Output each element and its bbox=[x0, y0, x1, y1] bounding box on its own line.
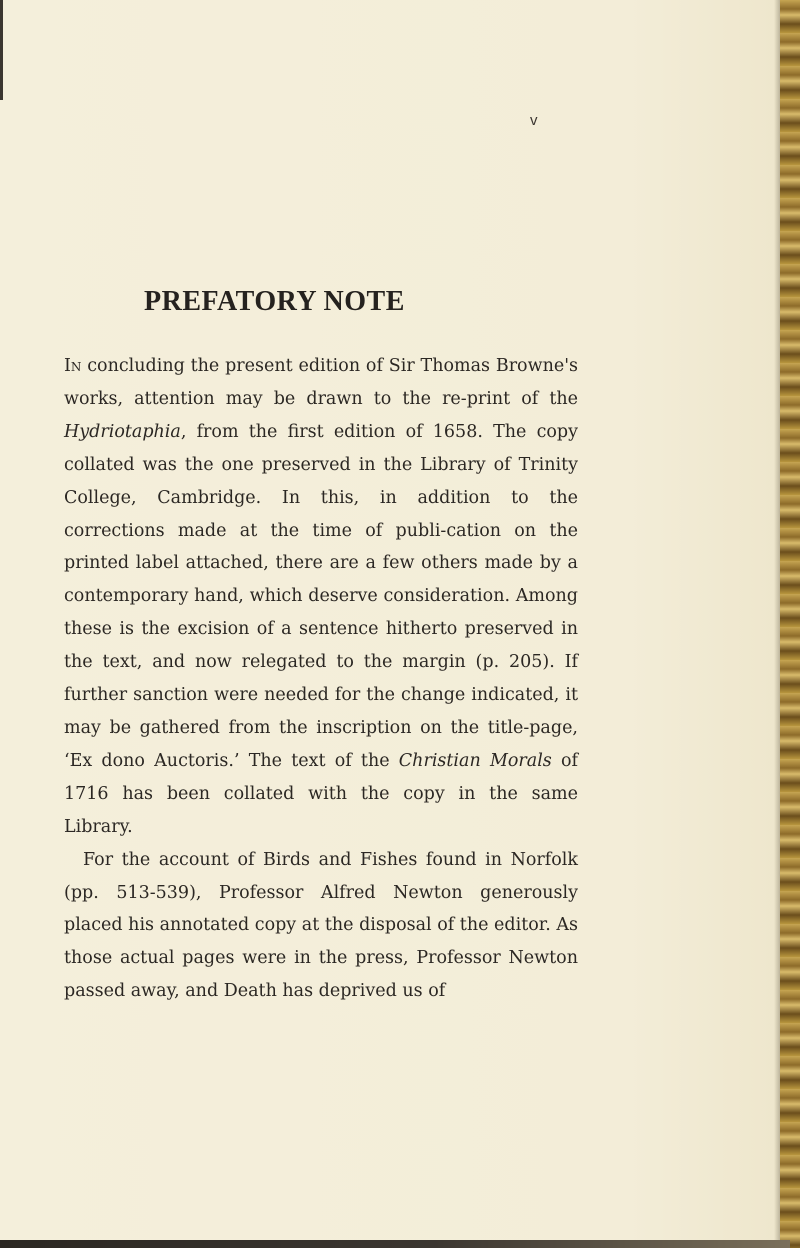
paragraph-1-segment-5: of 1716 has been collated with the copy in the same Library. bbox=[64, 750, 578, 837]
title-christian-morals: Christian Morals bbox=[398, 750, 552, 771]
page-edge-shadow bbox=[0, 0, 3, 100]
paragraph-1 bbox=[64, 350, 578, 844]
title-hydriotaphia: Hydriotaphia bbox=[64, 421, 181, 442]
paragraph-1-lead: In bbox=[64, 356, 82, 376]
book-spine bbox=[780, 0, 800, 1248]
paragraph-2 bbox=[64, 844, 578, 1009]
paragraph-1-segment-1: concluding the present edition of Sir Thomas Browne's works, attention may be drawn to the re-print of the bbox=[64, 356, 578, 409]
page-bottom-edge bbox=[0, 1240, 790, 1248]
page-title: PREFATORY NOTE bbox=[144, 286, 405, 317]
body-text bbox=[64, 350, 578, 1008]
paragraph-2-segment-1: For the account of Birds and Fishes found in Norfolk (pp. 513-539), Professor Alfred Newton generously placed his annotated copy at the disposal of the editor. As those actual pages were in the press, Professor Newton passed away, and Death has deprived us of bbox=[64, 849, 578, 1002]
page-number: v bbox=[530, 112, 539, 129]
paragraph-1-segment-3: , from the first edition of 1658. The copy collated was the one preserved in the Library of Trinity College, Cambridge. In this, in addition to the corrections made at the time of publi-cation on the printed label attached, there are a few others made by a contemporary hand, which deserve consideration. Among these is the excision of a sentence hitherto preserved in the text, and now relegated to the margin (p. 205). If further sanction were needed for the change indicated, it may be gathered from the inscription on the title-page, ‘Ex dono Auctoris.’ The text of the bbox=[64, 421, 578, 771]
